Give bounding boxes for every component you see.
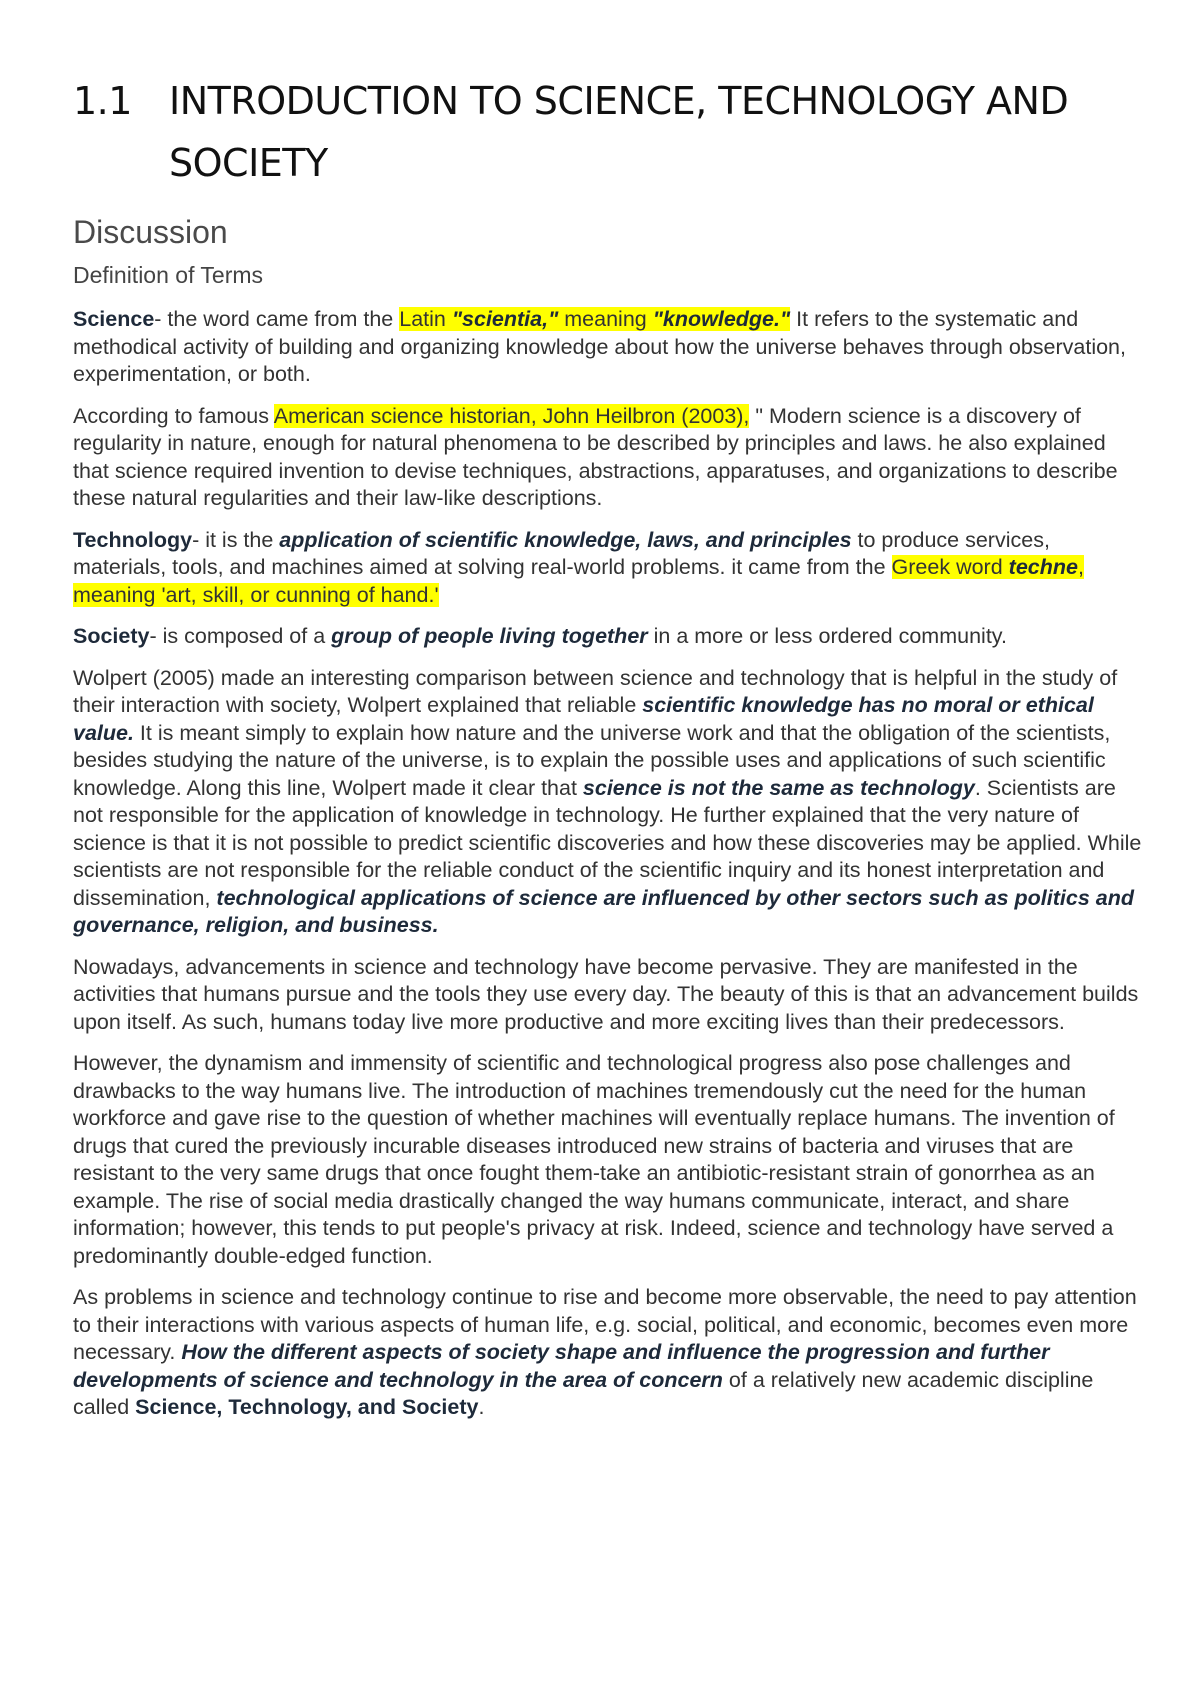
emphasis-scientia: "scientia,": [451, 307, 559, 331]
text-span: to produce services, materials, tools, and machines aimed at solving real-world problems. it came from the: [73, 527, 1050, 579]
text-span: . Scientists are not responsible for the application of knowledge in technology. He further explained that the very nature of science is that it is not possible to predict scientific discoveries and how these discoveries may be applied. While scientists are not responsible for the reliable conduct of the scientific inquiry and its honest interpretation and dissemination,: [73, 775, 1142, 910]
text-span: It is meant simply to explain how nature and the universe work and that the obligation of the scientists, besides studying the nature of the universe, is to explain the possible uses and applications of such scientific knowledge. Along this line, Wolpert made it clear that: [73, 720, 1111, 800]
document-page: [73, 70, 1143, 1422]
highlight-latin: [399, 307, 790, 331]
chapter-title: INTRODUCTION TO SCIENCE, TECHNOLOGY AND SOCIETY: [169, 79, 1069, 185]
emphasis-group: group of people living together: [331, 624, 648, 648]
text-span: As problems in science and technology continue to rise and become more observable, the need to pay attention to their interactions with various aspects of human life, e.g. social, political, and economic, becomes even more necessary.: [73, 1285, 1137, 1364]
emphasis-moral-value: scientific knowledge has no moral or ethical value.: [73, 693, 1094, 745]
text-span: " Modern science is a discovery of regularity in nature, enough for natural phenomena to be described by principles and laws. he also explained that science required invention to devise techniques, abstractions, apparatuses, and organizations to describe these natural regularities and their law-like descriptions.: [73, 403, 1118, 510]
emphasis-knowledge: "knowledge.": [652, 307, 791, 331]
term-society: Society: [73, 624, 150, 648]
emphasis-not-technology: science is not the same as technology: [582, 775, 975, 800]
term-technology: Technology: [73, 527, 193, 552]
emphasis-aspects: How the different aspects of society shape and influence the progression and further developments of science and technology in the area of concern: [73, 1340, 1050, 1392]
text-span: Wolpert (2005) made an interesting comparison between science and technology that is helpful in the study of their interaction with society, Wolpert explained that reliable: [73, 665, 1118, 717]
text-span: meaning: [558, 307, 653, 331]
paragraph-society: [73, 623, 1143, 651]
emphasis-influenced: technological applications of science are influenced by other sectors such as politics and governance, religion, and business.: [73, 885, 1134, 937]
text-span: Latin: [399, 307, 452, 331]
paragraph-technology: [73, 527, 1143, 610]
paragraph-science: [73, 306, 1143, 389]
paragraph-problems: [73, 1284, 1143, 1422]
text-span: .: [478, 1395, 485, 1419]
text-span: Greek word: [891, 555, 1009, 579]
paragraph-nowadays: Nowadays, advancements in science and technology have become pervasive. They are manifested in the activities that humans pursue and the tools they use every day. The beauty of this is that an advancement builds upon itself. As such, humans today live more productive and more exciting lives than their predecessors.: [73, 954, 1139, 1034]
text-span: , meaning 'art, skill, or cunning of hand.': [73, 555, 1084, 607]
subsection-heading: Definition of Terms: [73, 262, 264, 288]
paragraph-wolpert: [73, 665, 1143, 940]
chapter-heading: [73, 70, 1143, 194]
emphasis-application: application of scientific knowledge, laws, and principles: [279, 527, 852, 552]
chapter-number: 1.1: [73, 79, 132, 123]
term-science: Science: [73, 307, 155, 331]
text-span: - is composed of a: [149, 624, 332, 648]
text-span: of a relatively new academic discipline called: [73, 1367, 1094, 1419]
text-span: It refers to the systematic and methodical activity of building and organizing knowledge about how the universe behaves through observation, experimentation, or both.: [73, 307, 1126, 386]
paragraph-however: However, the dynamism and immensity of scientific and technological progress also pose challenges and drawbacks to the way humans live. The introduction of machines tremendously cut the need for the human workforce and gave rise to the question of whether machines will eventually replace humans. The invention of drugs that cured the previously incurable diseases introduced new strains of bacteria and viruses that are resistant to the very same drugs that once fought them-take an antibiotic-resistant strain of gonorrhea as an example. The rise of social media drastically changed the way humans communicate, interact, and share information; however, this tends to put people's privacy at risk. Indeed, science and technology have served a predominantly double-edged function.: [73, 1051, 1115, 1268]
paragraph-heilbron: [73, 403, 1143, 513]
text-span: - the word came from the: [154, 307, 400, 331]
text-span: - it is the: [192, 527, 280, 552]
term-sts: Science, Technology, and Society: [135, 1395, 479, 1419]
section-heading: Discussion: [73, 214, 228, 250]
text-span: in a more or less ordered community.: [647, 624, 1007, 648]
text-span: According to famous: [73, 403, 274, 428]
emphasis-techne: techne: [1008, 555, 1078, 579]
highlight-heilbron: American science historian, John Heilbron (2003),: [273, 403, 750, 428]
